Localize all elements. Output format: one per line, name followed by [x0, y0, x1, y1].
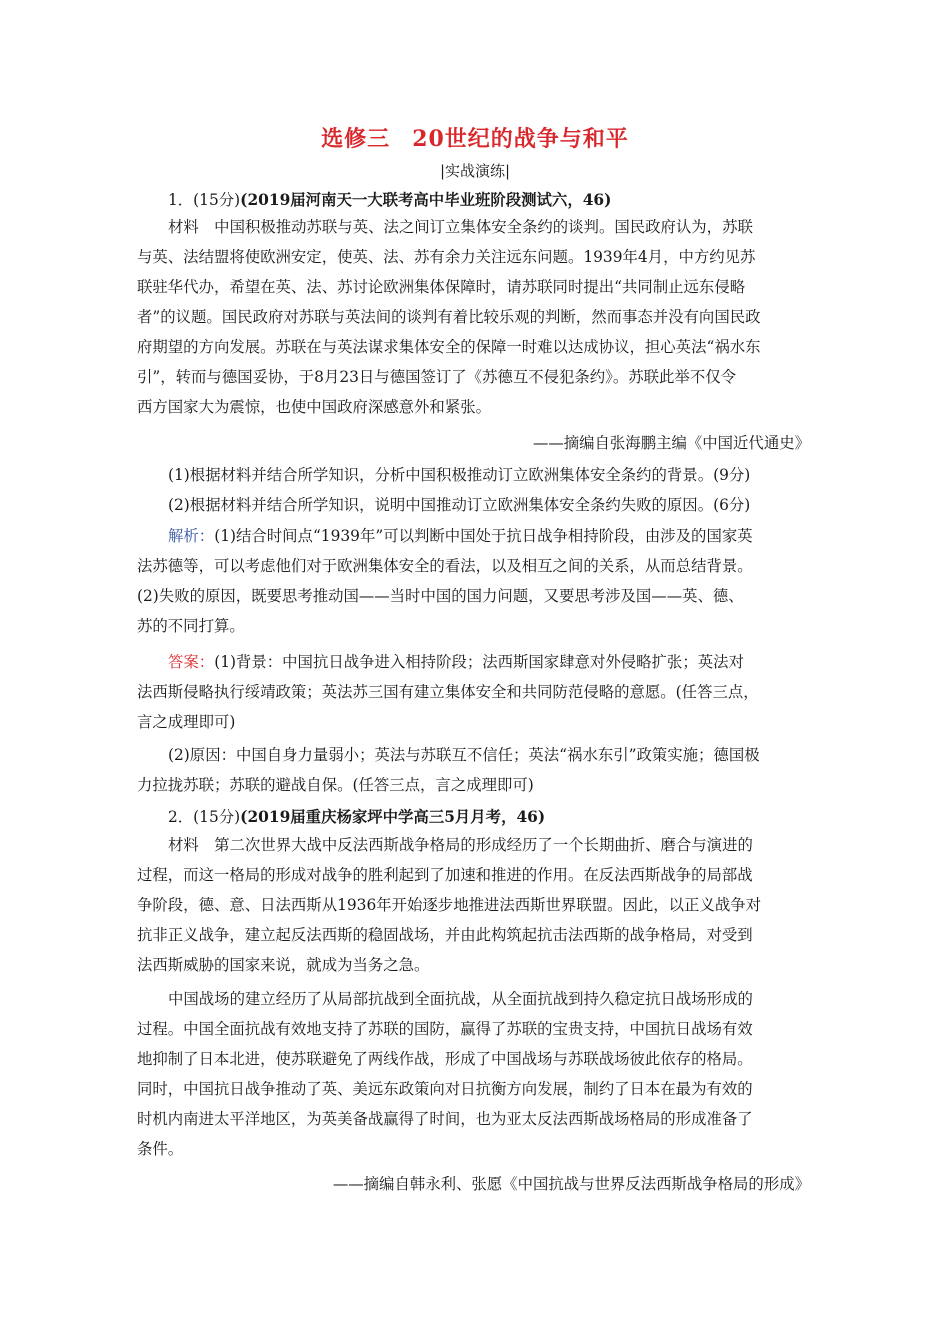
text-segment: ——摘编自张海鹏主编《中国近代通史》: [532, 434, 810, 452]
text-segment: (2)失败的原因，既要思考推动国——当时中国的国力问题，又要思考涉及国——英、德、: [137, 587, 744, 605]
text-line: [137, 246, 755, 268]
text-segment: 条件。: [137, 1140, 184, 1158]
text-line: [137, 1048, 753, 1070]
text-segment: 过程。中国全面抗战有效地支持了苏联的国防，赢得了苏联的宝贵支持，中国抗日战场有效: [137, 1020, 753, 1038]
text-line: [168, 651, 744, 673]
text-segment: 法西斯侵略执行绥靖政策；英法苏三国有建立集体安全和共同防范侵略的意愿。(任答三点，: [137, 683, 759, 701]
text-line: [137, 585, 744, 607]
text-segment: 与英、法结盟将使欧洲安定，使英、法、苏有余力关注远东问题。1939年4月，中方约见苏: [137, 248, 756, 266]
text-segment: 者”的议题。国民政府对苏联与英法间的谈判有着比较乐观的判断，然而事态并没有向国民政: [137, 308, 761, 326]
text-segment: ——摘编自韩永利、张愿《中国抗战与世界反法西斯战争格局的形成》: [332, 1175, 810, 1193]
text-segment: (2019届重庆杨家坪中学高三5月月考，46): [240, 808, 546, 826]
page-title: [0, 122, 950, 153]
text-segment: (1)结合时间点“1939年”可以判断中国处于抗日战争相持阶段，由涉及的国家英: [214, 527, 753, 545]
text-line: [168, 189, 611, 211]
text-segment: 材料 中国积极推动苏联与英、法之间订立集体安全条约的谈判。国民政府认为，苏联: [168, 218, 753, 236]
answer-label: 答案：: [168, 653, 215, 671]
text-segment: 同时，中国抗日战争推动了英、美远东政策向对日抗衡方向发展，制约了日本在最为有效的: [137, 1080, 753, 1098]
text-segment: 时机内南进太平洋地区，为英美备战赢得了时间，也为亚太反法西斯战场格局的形成准备了: [137, 1110, 753, 1128]
text-line: [168, 744, 760, 766]
text-line: [137, 555, 753, 577]
text-line: [533, 432, 810, 454]
title-part2: 20世纪的战争与和平: [412, 126, 629, 152]
text-line: [137, 774, 534, 796]
text-segment: 引”，转而与德国妥协，于8月23日与德国签订了《苏德互不侵犯条约》。苏联此举不仅令: [137, 368, 736, 386]
text-line: [168, 806, 545, 828]
text-line: [137, 366, 736, 388]
text-line: [137, 1138, 183, 1160]
text-line: [137, 1108, 753, 1130]
text-segment: 2．(15分): [168, 808, 241, 826]
text-line: [168, 525, 753, 547]
text-segment: 西方国家大为震惊，也使中国政府深感意外和紧张。: [137, 398, 491, 416]
text-segment: 材料 第二次世界大战中反法西斯战争格局的形成经历了一个长期曲折、磨合与演进的: [168, 836, 753, 854]
text-line: [137, 336, 761, 358]
text-line: [137, 1078, 753, 1100]
text-segment: (1)背景：中国抗日战争进入相持阶段；法西斯国家肆意对外侵略扩张；英法对: [214, 653, 744, 671]
section-label: |实战演练|: [439, 162, 511, 180]
analysis-label: 解析：: [168, 527, 215, 545]
text-segment: 地抑制了日本北进，使苏联避免了两线作战，形成了中国战场与苏联战场彼此依存的格局。: [137, 1050, 753, 1068]
text-segment: 中国战场的建立经历了从局部抗战到全面抗战，从全面抗战到持久稳定抗日战场形成的: [168, 990, 753, 1008]
text-line: [137, 924, 753, 946]
text-segment: 过程，而这一格局的形成对战争的胜利起到了加速和推进的作用。在反法西斯战争的局部战: [137, 866, 753, 884]
title-part1: 选修三: [321, 126, 391, 152]
text-line: [333, 1173, 810, 1195]
text-segment: 联驻华代办，希望在英、法、苏讨论欧洲集体保障时，请苏联同时提出“共同制止远东侵略: [137, 278, 746, 296]
text-line: [137, 306, 761, 328]
text-segment: 府期望的方向发展。苏联在与英法谋求集体安全的保障一时难以达成协议，担心英法“祸水东: [137, 338, 761, 356]
text-line: [137, 864, 753, 886]
text-line: [137, 681, 759, 703]
text-line: [137, 711, 235, 733]
text-segment: (2019届河南天一大联考高中毕业班阶段测试六，46): [240, 191, 612, 209]
text-line: [137, 396, 491, 418]
text-segment: 法西斯威胁的国家来说，就成为当务之急。: [137, 956, 430, 974]
text-segment: 争阶段，德、意、日法西斯从1936年开始逐步地推进法西斯世界联盟。因此，以正义战争对: [137, 896, 762, 914]
text-segment: (2)原因：中国自身力量弱小；英法与苏联互不信任；英法“祸水东引”政策实施；德国极: [168, 746, 760, 764]
text-segment: 1．(15分): [168, 191, 241, 209]
text-line: [168, 464, 750, 486]
text-segment: 抗非正义战争，建立起反法西斯的稳固战场，并由此构筑起抗击法西斯的战争格局，对受到: [137, 926, 753, 944]
text-line: [168, 988, 753, 1010]
text-segment: 法苏德等，可以考虑他们对于欧洲集体安全的看法，以及相互之间的关系，从而总结背景。: [137, 557, 753, 575]
text-line: [137, 894, 761, 916]
text-segment: 苏的不同打算。: [137, 617, 245, 635]
text-line: [168, 494, 750, 516]
text-line: [137, 615, 245, 637]
text-line: [137, 1018, 753, 1040]
text-line: [137, 954, 429, 976]
text-line: [137, 276, 745, 298]
text-segment: (2)根据材料并结合所学知识，说明中国推动订立欧洲集体安全条约失败的原因。(6分): [168, 496, 751, 514]
text-line: [168, 834, 753, 856]
text-segment: 力拉拢苏联；苏联的避战自保。(任答三点，言之成理即可): [137, 776, 534, 794]
text-segment: (1)根据材料并结合所学知识，分析中国积极推动订立欧洲集体安全条约的背景。(9分): [168, 466, 751, 484]
text-line: [168, 216, 753, 238]
text-segment: 言之成理即可): [137, 713, 236, 731]
